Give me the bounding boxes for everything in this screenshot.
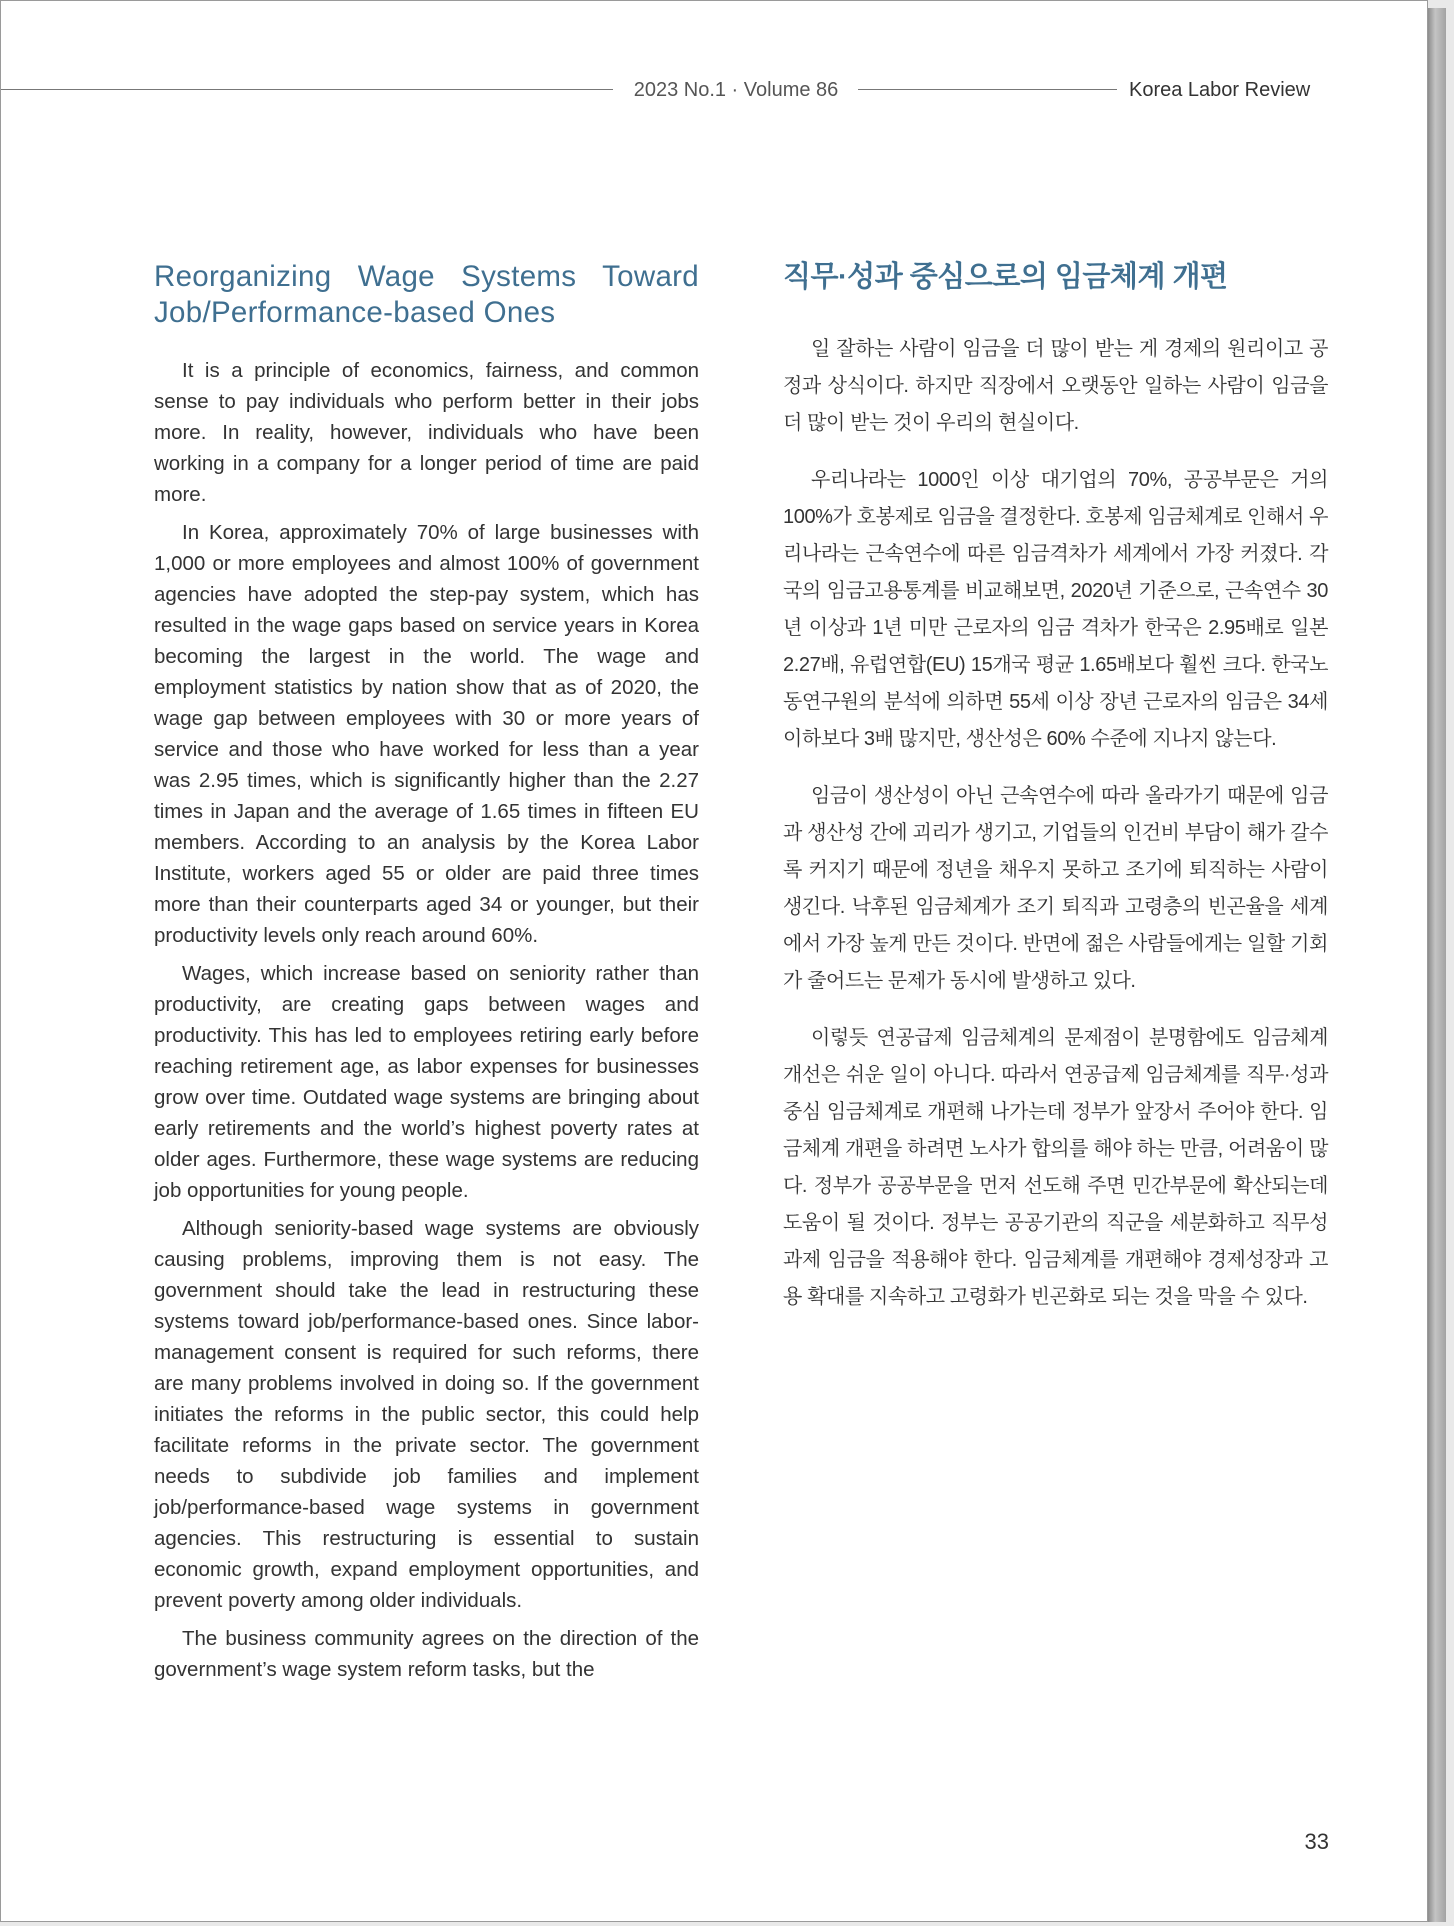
page-stack-edge bbox=[1428, 8, 1446, 1922]
issue-label: 2023 No.1 · Volume 86 bbox=[633, 79, 839, 101]
english-column bbox=[154, 259, 699, 1692]
journal-title: Korea Labor Review bbox=[1129, 79, 1311, 101]
korean-section-title: 직무·성과 중심으로의 임금체계 개편 bbox=[783, 261, 1228, 293]
korean-paragraph: 이렇듯 연공급제 임금체계의 문제점이 분명함에도 임금체계 개선은 쉬운 일이 아니다. 따라서 연공급제 임금체계를 직무·성과중심 임금체계로 개편해 나가는데 정부가 앞장서 주어야 한다. 임금체계 개편을 하려면 노사가 합의를 해야 하는 만큼, 어려움이 많다. 정부가 공공부문을 먼저 선도해 주면 민간부문에 확산되는데 도움이 될 것이다. 정부는 공공기관의 직군을 세분화하고 직무성과제 임금을 적용해야 한다. 임금체계를 개편해야 경제성장과 고용 확대를 지속하고 고령화가 빈곤화로 되는 것을 막을 수 있다. bbox=[783, 1027, 1328, 1308]
english-paragraph: Wages, which increase based on seniority rather than productivity, are creating gaps between wages and productivity. This has led to employees retiring early before reaching retirement age, as labor expenses for businesses grow over time. Outdated wage systems are bringing about early retirements and the world’s highest poverty rates at older ages. Furthermore, these wage systems are reducing job opportunities for young people. bbox=[154, 962, 699, 1202]
header-rule-middle bbox=[858, 89, 1117, 90]
english-paragraph: The business community agrees on the direction of the government’s wage system reform tasks, but the bbox=[154, 1627, 699, 1681]
english-section-title: Reorganizing Wage Systems Toward Job/Performance-based Ones bbox=[154, 260, 699, 329]
english-paragraph: It is a principle of economics, fairness, and common sense to pay individuals who perform better in their jobs more. In reality, however, individuals who have been working in a company for a longer period of time are paid more. bbox=[154, 359, 699, 506]
korean-paragraph: 우리나라는 1000인 이상 대기업의 70%, 공공부문은 거의 100%가 호봉제로 임금을 결정한다. 호봉제 임금체계로 인해서 우리나라는 근속연수에 따른 임금격차가 세계에서 가장 커졌다. 각국의 임금고용통계를 비교해보면, 2020년 기준으로, 근속연수 30년 이상과 1년 미만 근로자의 임금 격차가 한국은 2.95배로 일본 2.27배, 유럽연합(EU) 15개국 평균 1.65배보다 훨씬 크다. 한국노동연구원의 분석에 의하면 55세 이상 장년 근로자의 임금은 34세 이하보다 3배 많지만, 생산성은 60% 수준에 지나지 않는다. bbox=[783, 469, 1328, 750]
english-paragraph: Although seniority-based wage systems are obviously causing problems, improving them is not easy. The government should take the lead in restructuring these systems toward job/performance-based ones. Since labor-management consent is required for such reforms, there are many problems involved in doing so. If the government initiates the reforms in the public sector, this could help facilitate reforms in the private sector. The government needs to subdivide job families and implement job/performance-based wage systems in government agencies. This restructuring is essential to sustain economic growth, expand employment opportunities, and prevent poverty among older individuals. bbox=[154, 1217, 699, 1612]
english-paragraph: In Korea, approximately 70% of large businesses with 1,000 or more employees and almost 100% of government agencies have adopted the step-pay system, which has resulted in the wage gaps based on service years in Korea becoming the largest in the world. The wage and employment statistics by nation show that as of 2020, the wage gap between employees with 30 or more years of service and those who have worked for less than a year was 2.95 times, which is significantly higher than the 2.27 times in Japan and the average of 1.65 times in fifteen EU members. According to an analysis by the Korea Labor Institute, workers aged 55 or older are paid three times more than their counterparts aged 34 or younger, but their productivity levels only reach around 60%. bbox=[154, 521, 699, 947]
page-number: 33 bbox=[1304, 1829, 1329, 1854]
korean-paragraph: 일 잘하는 사람이 임금을 더 많이 받는 게 경제의 원리이고 공정과 상식이다. 하지만 직장에서 오랫동안 일하는 사람이 임금을 더 많이 받는 것이 우리의 현실이다. bbox=[783, 338, 1328, 434]
korean-paragraph: 임금이 생산성이 아닌 근속연수에 따라 올라가기 때문에 임금과 생산성 간에 괴리가 생기고, 기업들의 인건비 부담이 해가 갈수록 커지기 때문에 정년을 채우지 못하고 조기에 퇴직하는 사람이 생긴다. 낙후된 임금체계가 조기 퇴직과 고령층의 빈곤율을 세계에서 가장 높게 만든 것이다. 반면에 젊은 사람들에게는 일할 기회가 줄어드는 문제가 동시에 발생하고 있다. bbox=[783, 785, 1328, 992]
header-rule-left bbox=[1, 89, 613, 90]
korean-column bbox=[783, 259, 1328, 1336]
